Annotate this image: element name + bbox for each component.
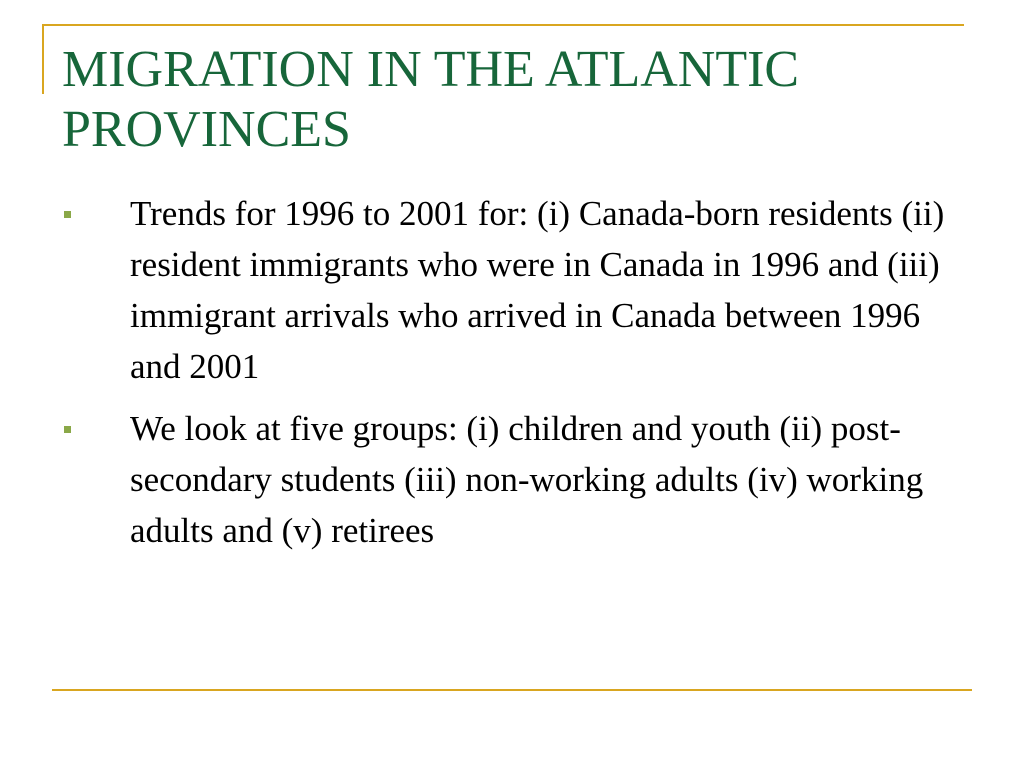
bullet-text: We look at five groups: (i) children and youth (ii) post-secondary students (iii) non-working adults (iv) working adults and (v) retirees	[130, 409, 924, 550]
square-bullet-icon	[64, 426, 71, 433]
frame-bottom-line	[52, 689, 972, 691]
bullet-item	[62, 403, 962, 556]
bullet-list	[62, 188, 962, 567]
square-bullet-icon	[64, 211, 71, 218]
slide-title: MIGRATION IN THE ATLANTIC PROVINCES	[62, 41, 800, 158]
frame-left-line	[42, 24, 44, 94]
bullet-text: Trends for 1996 to 2001 for: (i) Canada-born residents (ii) resident immigrants who were in Canada in 1996 and (iii) immigrant arrivals who arrived in Canada between 1996 and 2001	[130, 194, 945, 386]
frame-top-line	[42, 24, 964, 26]
bullet-item	[62, 188, 962, 392]
